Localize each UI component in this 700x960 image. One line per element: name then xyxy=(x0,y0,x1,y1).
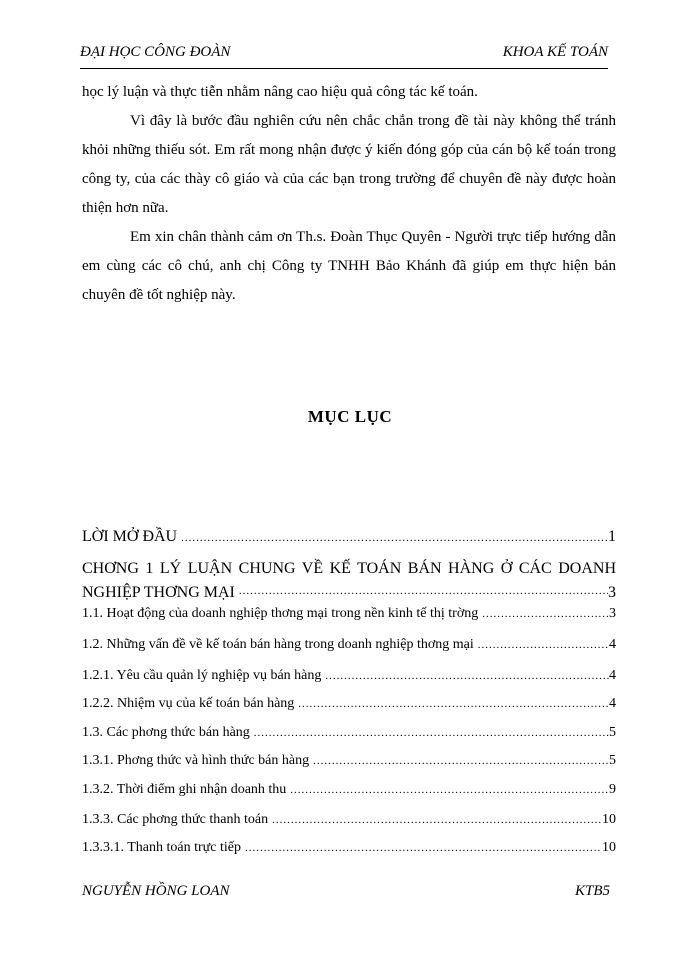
toc-leader-dots xyxy=(478,608,609,622)
toc-entry-label: 1.2.2. Nhiệm vụ của kế toán bán hàng xyxy=(82,696,295,711)
toc-leader-dots xyxy=(241,842,602,856)
toc-entry-label: 1.3.3. Các phơng thức thanh toán xyxy=(82,812,269,827)
toc-entry-chapter-1[interactable] xyxy=(82,558,616,604)
paragraph-1: học lý luận và thực tiễn nhằm nâng cao hiệu quả công tác kế toán. xyxy=(82,84,478,100)
toc-entry[interactable] xyxy=(82,753,616,769)
body-text xyxy=(82,78,616,310)
toc-entry-label: 1.3.2. Thời điểm ghi nhận doanh thu xyxy=(82,782,287,797)
toc-entry-intro[interactable] xyxy=(82,528,616,546)
toc-entry-page: 3 xyxy=(609,606,616,621)
header-faculty: KHOA KẾ TOÁN xyxy=(502,44,608,60)
toc-entry-page: 5 xyxy=(609,725,616,740)
toc-entry-label: 1.3.3.1. Thanh toán trực tiếp xyxy=(82,840,241,855)
toc-entry-page: 10 xyxy=(602,840,616,855)
toc-leader-dots xyxy=(250,727,609,741)
toc-entry-label: 1.2.1. Yêu cầu quản lý nghiệp vụ bán hàng xyxy=(82,668,322,683)
toc-entry-label: 1.3. Các phơng thức bán hàng xyxy=(82,725,250,740)
footer-author: NGUYỄN HỒNG LOAN xyxy=(82,883,230,899)
toc-chapter-line2-row xyxy=(82,580,616,604)
paragraph-3: Em xin chân thành cảm ơn Th.s. Đoàn Thục Quyên - Người trực tiếp hướng dẫn em cùng các cô chú, anh chị Công ty TNHH Bảo Khánh đã giúp em thực hiện bản chuyên đề tốt nghiệp này. xyxy=(82,229,616,303)
toc-leader-dots xyxy=(474,639,609,653)
page-header xyxy=(80,44,608,69)
toc-entry[interactable] xyxy=(82,637,616,653)
toc-leader-dots xyxy=(235,580,608,604)
toc-entry-page: 5 xyxy=(609,753,616,768)
toc-leader-dots xyxy=(294,698,609,712)
toc-entry-label: 1.2. Những vấn đề về kế toán bán hàng trong doanh nghiệp thơng mại xyxy=(82,637,474,652)
toc-entry-page: 10 xyxy=(602,812,616,827)
toc-chapter-line1: CHƠNG 1 LÝ LUẬN CHUNG VỀ KẾ TOÁN BÁN HÀNG Ở CÁC DOANH xyxy=(82,560,616,577)
toc-entry[interactable] xyxy=(82,840,616,856)
paragraph-2: Vì đây là bước đầu nghiên cứu nên chắc chắn trong đề tài này không thể tránh khỏi những thiếu sót. Em rất mong nhận được ý kiến đóng góp của cán bộ kế toán trong công ty, của các thày cô giáo và của các bạn trong trường để chuyên đề này được hoàn thiện hơn nữa. xyxy=(82,113,616,216)
toc-entry[interactable] xyxy=(82,606,616,622)
toc-entry-label: 1.1. Hoạt động của doanh nghiệp thơng mại trong nền kinh tế thị trờng xyxy=(82,606,479,621)
toc-entry-page: 1 xyxy=(608,528,616,545)
toc-chapter-line2: NGHIỆP THƠNG MẠI xyxy=(82,584,235,601)
header-university: ĐẠI HỌC CÔNG ĐOÀN xyxy=(80,44,231,60)
toc-leader-dots xyxy=(286,784,609,798)
toc-entry-page: 4 xyxy=(609,696,616,711)
toc-leader-dots xyxy=(268,814,602,828)
toc-entry[interactable] xyxy=(82,812,616,828)
toc-leader-dots xyxy=(177,532,608,546)
toc-entry-label: 1.3.1. Phơng thức và hình thức bán hàng xyxy=(82,753,310,768)
toc-entry[interactable] xyxy=(82,725,616,741)
toc-entry-page: 9 xyxy=(609,782,616,797)
toc-entry-page: 4 xyxy=(609,668,616,683)
toc-leader-dots xyxy=(321,670,609,684)
toc-entry-page: 3 xyxy=(608,584,616,601)
toc-leader-dots xyxy=(309,755,609,769)
toc-entry[interactable] xyxy=(82,782,616,798)
toc-entry-page: 4 xyxy=(609,637,616,652)
footer-class: KTB5 xyxy=(574,883,610,899)
toc-entry[interactable] xyxy=(82,696,616,712)
toc-entry[interactable] xyxy=(82,668,616,684)
toc-entry-label: LỜI MỞ ĐẦU xyxy=(82,528,178,545)
toc-title: MỤC LỤC xyxy=(307,407,393,426)
